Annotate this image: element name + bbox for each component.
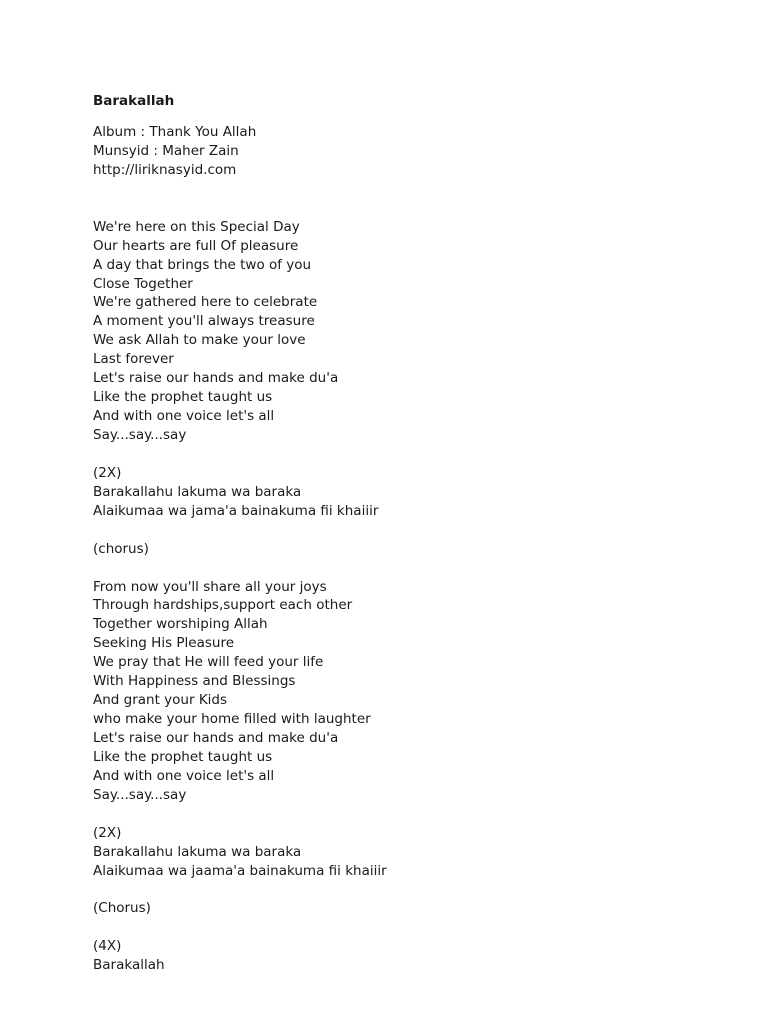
lyric-line: Together worshiping Allah bbox=[93, 616, 268, 633]
outro bbox=[93, 937, 733, 975]
lyric-line: Through hardships,support each other bbox=[93, 597, 353, 614]
lyric-line: We're gathered here to celebrate bbox=[93, 294, 318, 311]
lyric-line: From now you'll share all your joys bbox=[93, 578, 327, 595]
lyric-line: Like the prophet taught us bbox=[93, 389, 273, 406]
lyric-line: Our hearts are full Of pleasure bbox=[93, 237, 299, 254]
lyric-line: And with one voice let's all bbox=[93, 767, 275, 784]
lyric-line: Let's raise our hands and make du'a bbox=[93, 730, 339, 746]
verse-2 bbox=[93, 578, 733, 805]
source-url-line: http://liriknasyid.com bbox=[93, 161, 237, 178]
lyric-line: Barakallahu lakuma wa baraka bbox=[93, 483, 302, 500]
lyric-line: And grant your Kids bbox=[93, 692, 228, 709]
lyric-line: A day that brings the two of you bbox=[93, 256, 312, 273]
lyric-line: Say...say...say bbox=[93, 427, 187, 443]
song-meta bbox=[93, 123, 733, 180]
spacer bbox=[93, 559, 733, 578]
lyric-line: We ask Allah to make your love bbox=[93, 332, 306, 349]
lyric-line: Close Together bbox=[93, 275, 193, 292]
chorus-note: (Chorus) bbox=[93, 900, 151, 917]
lyric-line: Barakallahu lakuma wa baraka bbox=[93, 843, 302, 860]
lyric-line: Alaikumaa wa jama'a bainakuma fii khaiiir bbox=[93, 502, 379, 519]
lyric-line: We're here on this Special Day bbox=[93, 218, 300, 235]
lyric-line: Say...say...say bbox=[93, 786, 187, 803]
spacer bbox=[93, 805, 733, 824]
lyric-line: We pray that He will feed your life bbox=[93, 654, 324, 671]
lyric-line: With Happiness and Blessings bbox=[93, 673, 296, 690]
spacer bbox=[93, 445, 733, 464]
lyric-line: Let's raise our hands and make du'a bbox=[93, 370, 339, 387]
lyric-line: Barakallah bbox=[93, 957, 165, 974]
album-line: Album : Thank You Allah bbox=[93, 124, 257, 140]
repeat-marker: (2X) bbox=[93, 464, 122, 481]
chorus-2 bbox=[93, 824, 733, 881]
verse-1 bbox=[93, 218, 733, 445]
spacer bbox=[93, 180, 733, 199]
lyric-line: who make your home filled with laughter bbox=[93, 711, 371, 728]
repeat-marker: (2X) bbox=[93, 824, 122, 841]
spacer bbox=[93, 521, 733, 540]
lyrics-document bbox=[93, 92, 733, 975]
lyric-line: Alaikumaa wa jaama'a bainakuma fii khaiiir bbox=[93, 862, 387, 879]
spacer bbox=[93, 199, 733, 218]
spacer bbox=[93, 881, 733, 900]
lyric-line: Last forever bbox=[93, 351, 174, 368]
lyric-line: A moment you'll always treasure bbox=[93, 313, 315, 330]
chorus-1 bbox=[93, 464, 733, 521]
lyric-line: Like the prophet taught us bbox=[93, 748, 273, 765]
repeat-marker: (4X) bbox=[93, 938, 122, 955]
lyric-line: Seeking His Pleasure bbox=[93, 635, 235, 652]
song-title: Barakallah bbox=[93, 93, 175, 109]
artist-line: Munsyid : Maher Zain bbox=[93, 142, 239, 159]
spacer bbox=[93, 918, 733, 937]
chorus-note: (chorus) bbox=[93, 540, 149, 557]
lyric-line: And with one voice let's all bbox=[93, 408, 275, 425]
